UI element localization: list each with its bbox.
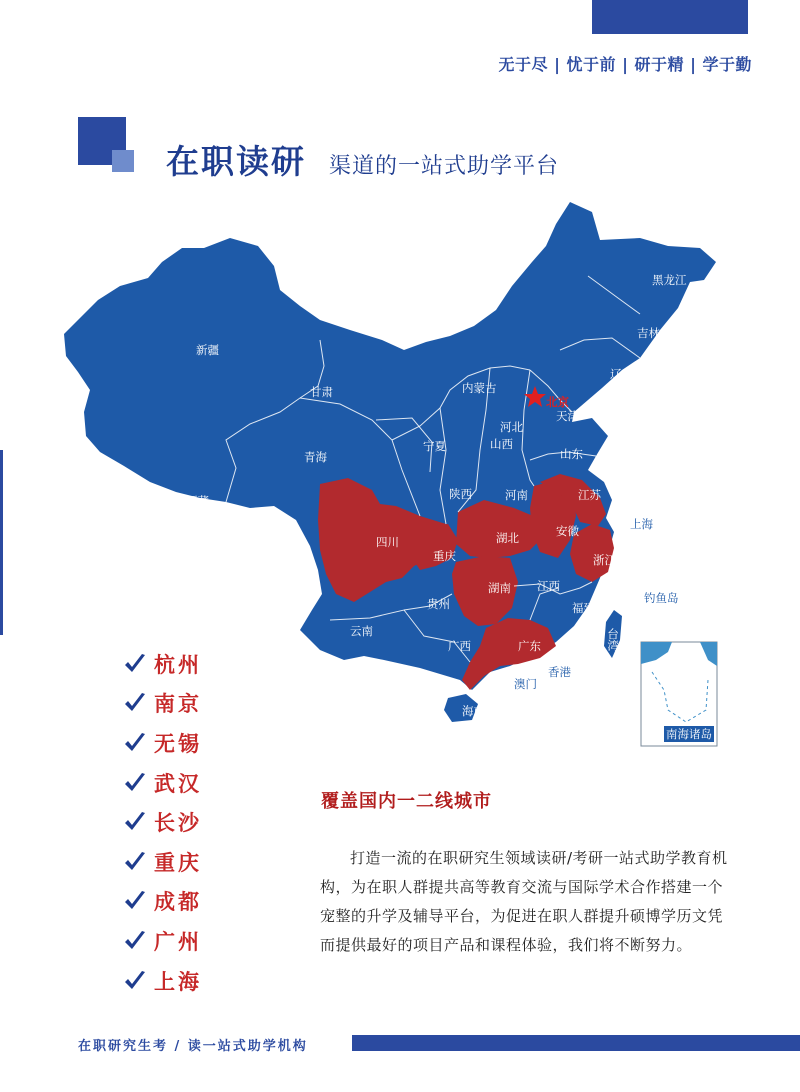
city-item <box>122 684 202 724</box>
label-taiwan: 台湾 <box>606 628 620 651</box>
label-jilin: 吉林 <box>637 326 660 340</box>
label-hebei: 河北 <box>500 420 523 434</box>
city-item <box>122 644 202 684</box>
city-item <box>122 842 202 882</box>
label-shaanxi: 陕西 <box>449 487 472 501</box>
city-item <box>122 723 202 763</box>
check-icon <box>122 968 148 994</box>
label-chongqing: 重庆 <box>433 549 456 563</box>
city-name: 广州 <box>154 929 202 954</box>
china-map-svg <box>0 190 800 750</box>
page-title: 在职读研 <box>166 142 306 181</box>
check-icon <box>122 651 148 677</box>
top-accent-bar <box>592 0 748 34</box>
check-icon <box>122 809 148 835</box>
check-icon <box>122 770 148 796</box>
label-shandong: 山东 <box>560 447 583 461</box>
city-name: 武汉 <box>154 771 202 796</box>
city-name: 上海 <box>154 969 202 994</box>
china-map <box>0 190 800 750</box>
label-shanxi: 山西 <box>490 437 513 451</box>
label-fujian: 福建 <box>572 601 595 615</box>
inset-label: 南海诸岛 <box>666 727 712 741</box>
label-qinghai: 青海 <box>304 450 327 464</box>
label-diaoyudao: 钓鱼岛 <box>644 591 679 605</box>
label-xizang: 西藏 <box>186 494 209 508</box>
check-icon <box>122 849 148 875</box>
label-tianjin: 天津 <box>556 409 579 423</box>
label-jiangsu: 江苏 <box>578 488 601 502</box>
city-item <box>122 763 202 803</box>
label-yunnan: 云南 <box>350 624 373 638</box>
city-item <box>122 961 202 1001</box>
label-liaoning: 辽宁 <box>610 367 633 381</box>
label-zhejiang: 浙江 <box>593 553 616 567</box>
label-hunan: 湖南 <box>488 581 511 595</box>
city-item <box>122 802 202 842</box>
label-guangxi: 广西 <box>448 639 471 653</box>
label-ningxia: 宁夏 <box>423 439 446 453</box>
title-deco-small-square <box>112 150 134 172</box>
footer-text: 在职研究生考 / 读一站式助学机构 <box>78 1039 308 1054</box>
label-gansu: 甘肃 <box>310 385 333 399</box>
label-henan: 河南 <box>505 488 528 502</box>
city-name: 成都 <box>154 890 202 915</box>
label-neimenggu: 内蒙古 <box>462 381 497 395</box>
coverage-title: 覆盖国内一二线城市 <box>321 791 492 812</box>
city-item <box>122 921 202 961</box>
label-hongkong: 香港 <box>548 665 571 679</box>
coverage-description: 打造一流的在职研究生领域读研/考研一站式助学教育机构，为在职人群提共高等教育交流与国际学术合作搭建一个宠整的升学及辅导平台，为促进在职人群提升硕博学历文凭而提供最好的项目产品和课程体验，我们将不断努力。 <box>320 849 728 954</box>
city-name: 南京 <box>154 692 202 717</box>
city-name: 无锡 <box>154 731 202 756</box>
label-guizhou: 贵州 <box>427 597 450 611</box>
city-name: 长沙 <box>154 811 202 836</box>
label-sichuan: 四川 <box>376 535 399 549</box>
check-icon <box>122 888 148 914</box>
label-heilongjiang: 黑龙江 <box>652 273 687 287</box>
check-icon <box>122 928 148 954</box>
city-item <box>122 882 202 922</box>
page-subtitle: 渠道的一站式助学平台 <box>329 154 560 179</box>
label-shanghai: 上海 <box>630 517 653 531</box>
label-beijing: 北京 <box>546 395 569 409</box>
label-anhui: 安徽 <box>556 524 579 538</box>
label-hubei: 湖北 <box>496 531 519 545</box>
label-hainan: 海南 <box>462 704 485 718</box>
tagline: 无于尽 | 忧于前 | 研于精 | 学于勤 <box>498 55 752 74</box>
label-jiangxi: 江西 <box>537 579 560 593</box>
label-guangdong: 广东 <box>518 639 541 653</box>
check-icon <box>122 690 148 716</box>
city-name: 杭州 <box>154 652 202 677</box>
label-xinjiang: 新疆 <box>196 343 219 357</box>
city-name: 重庆 <box>154 850 202 875</box>
label-macau: 澳门 <box>514 677 537 691</box>
city-list <box>122 644 202 1000</box>
footer-bar <box>352 1035 800 1051</box>
check-icon <box>122 730 148 756</box>
